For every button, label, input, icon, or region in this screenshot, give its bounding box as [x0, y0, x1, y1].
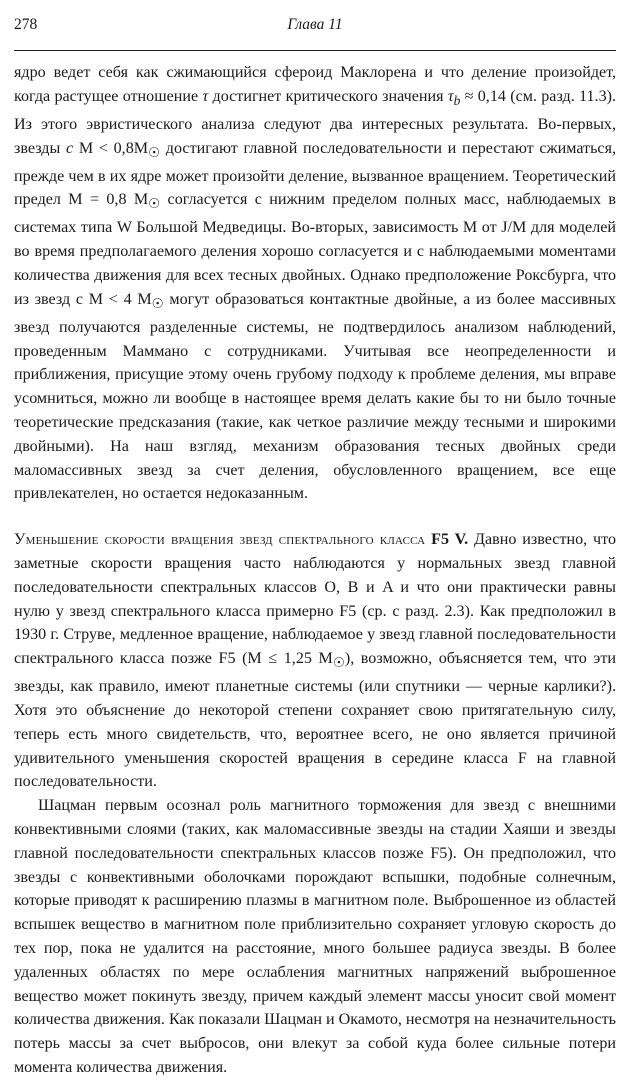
paragraph-3: Шацман первым осознал роль магнитного торможения для звезд с внешними конвективными слоями (таких, как маломассивные звезды на стадии Хаяши и звезды главной последовательности спектральных классов позже F5). Он предположил, что звезды с конвективными оболочками порождают вспышки, подобные солнечным, которые приводят к расширению плазмы в магнитном поле. Выброшенное из областей вспышек вещество в магнитном поле приблизительно сохраняет угловую скорость до тех пор, пока не удалится на расстояние, много большее радиуса звезды. В более удаленных областях по мере ослабления магнитных напряжений выброшенное вещество может покинуть звезду, причем каждый элемент массы уносит свой момент количества движения. Как показали Шацман и Окамото, несмотря на незначительность потерь массы за счет выбросов, они влекут за собой куда более сильные потери момента количества движения. [14, 797, 616, 1076]
text-run: ≈ 0,14 (см. разд. 11.3). Из этого эвристического анализа следуют два интересных результата. Во-первых, звезды [14, 87, 616, 157]
text-run: Давно известно, что заметные скорости вращения часто наблюдаются у нормальных звезд главной последовательности спектральных классов O, B и A и что они практически равны нулю у звезд спектрального класса примерно F5 (ср. с разд. 2.3). Как предположил в 1930 г. Струве, медленное вращение, наблюдаемое у звезд главной последовательности спектрального класса позже F5 (M ≤ 1,25 M [14, 531, 616, 668]
text-run: могут образоваться контактные двойные, а из более массивных звезд получаются разделенные системы, не подтвердилось анализом наблюдений, проведенным Маммано с сотрудниками. Учитывая все неопределенности и приближения, присущие этому очень грубому подходу к проблеме деления, мы вправе усомниться, можно ли вообще в настоящее время делать какие бы то ни было точные теоретические предсказания (такие, как четкое различие между тесными и широкими двойными). На наш взгляд, механизм образования тесных двойных среди маломассивных звезд за счет деления, обусловленного вращением, все еще привлекателен, но остается недоказанным. [14, 290, 616, 503]
section-title: Уменьшение скорости вращения звезд спектрального класса [14, 531, 426, 549]
paragraph-2 [14, 528, 616, 794]
text-run: ), возможно, объясняется тем, что эти звезды, как правило, имеют планетные системы (или спутники — черные карлики?). Хотя это объяснение до некоторой степени сохраняет свою притягательную силу, теперь есть много свидетельств, что, вероятнее всего, не оно является причиной удивительного уменьшения скоростей вращения в середине класса F на главной последовательности. [14, 650, 616, 791]
sun-symbol: ☉ [151, 296, 164, 312]
tau-symbol: τ [447, 87, 454, 105]
page [14, 14, 616, 1076]
subscript-b: b [453, 93, 461, 109]
text-run-italic: с [65, 139, 74, 157]
text-run: достигают главной последовательности и перестают сжиматься, прежде чем в их ядре может произойти деление, вызванное вращением. Теоретический предел M = 0,8 M [14, 139, 616, 209]
chapter-title: Глава 11 [287, 16, 343, 33]
sun-symbol: ☉ [148, 144, 161, 160]
tau-symbol: τ [202, 87, 209, 105]
text-run: ядро ведет себя как сжимающийся сфероид Маклорена и что деление произойдет, когда растущее отношение [14, 64, 616, 105]
page-number: 278 [14, 16, 38, 33]
running-header [14, 14, 616, 36]
sun-symbol: ☉ [332, 655, 345, 671]
header-rule [14, 50, 616, 51]
text-run: достигнет критического значения [208, 87, 448, 105]
body-text [14, 61, 616, 1080]
section-class-label: F5 V. [431, 531, 469, 549]
sun-symbol: ☉ [148, 196, 161, 212]
text-run: согласуется с нижним пределом полных масс, наблюдаемых в системах типа W Большой Медведицы. Во-вторых, зависимость M от J/M для моделей во время предполагаемого деления хорошо согласуется и с наблюдаемыми моментами количества движения для всех тесных двойных. Однако предположение Роксбурга, что из звезд с M < 4 M [14, 191, 616, 308]
paragraph-1 [14, 61, 616, 506]
text-run: M < 0,8M [73, 139, 149, 157]
